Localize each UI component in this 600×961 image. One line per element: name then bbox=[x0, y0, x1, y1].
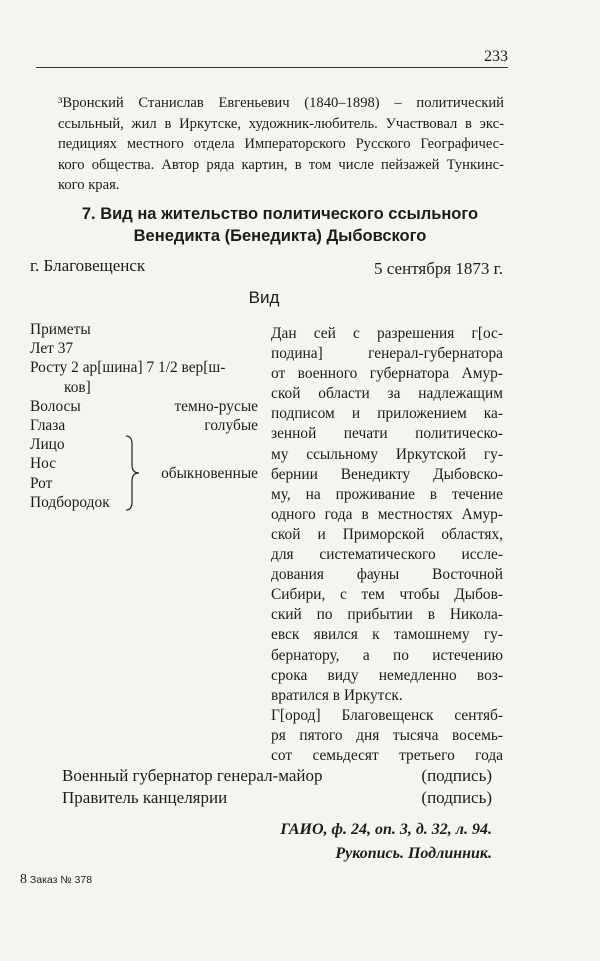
signature-mark: (подпись) bbox=[421, 788, 492, 807]
body-line: ский по прибытии в Николa- bbox=[271, 606, 503, 624]
signature-role: Военный губернатор генерал-майор bbox=[62, 766, 323, 785]
feature-hair bbox=[30, 397, 258, 416]
archive-reference: ГАИО, ф. 24, оп. 3, д. 32, л. 94. bbox=[280, 821, 492, 838]
feature-height: Росту 2 ар[шина] 7 1/2 вер[ш- bbox=[30, 359, 226, 377]
closing-line: ря пятого дня тысяча восемь- bbox=[271, 726, 503, 744]
archive-citation bbox=[280, 818, 492, 866]
face-features-group bbox=[30, 435, 258, 512]
body-line: му ссыльному Иркутской гу- bbox=[271, 445, 503, 463]
header-rule bbox=[36, 67, 508, 68]
signature-role: Правитель канцелярии bbox=[62, 788, 228, 807]
signature-block bbox=[62, 765, 492, 809]
footnote bbox=[58, 93, 504, 196]
body-line: дования фауны Восточной bbox=[271, 566, 503, 584]
signature-row bbox=[62, 765, 492, 787]
curly-brace-icon bbox=[124, 435, 142, 511]
footnote-line: педициях местного отдела Императорского Русского Географичес- bbox=[58, 136, 504, 152]
body-line: подина] генерал-губернатора bbox=[271, 345, 503, 363]
closing-line: сот семьдесят третьего года bbox=[271, 746, 503, 764]
body-line: евск явился к тамошнему гу- bbox=[271, 626, 503, 644]
face-part: Нос bbox=[30, 455, 57, 473]
feature-hair-label: Волосы bbox=[30, 397, 81, 415]
footnote-line: кого края. bbox=[58, 177, 120, 193]
document-title-line: 7. Вид на жительство политического ссыльного bbox=[81, 205, 479, 223]
printer-mark bbox=[20, 872, 92, 888]
body-line: ской и Приморской областях, bbox=[271, 525, 503, 543]
footnote-line: ссыльный, жил в Иркутске, художник-любитель. Участвовал в экс- bbox=[58, 115, 504, 132]
body-line: му, на проживание в течение bbox=[271, 485, 503, 503]
closing-line: Г[ород] Благовещенск сентяб- bbox=[271, 706, 503, 724]
face-part: Лицо bbox=[30, 436, 65, 454]
features-column bbox=[30, 320, 258, 512]
body-line: бернатору, а по истечению bbox=[271, 646, 503, 664]
features-heading: Приметы bbox=[30, 321, 91, 338]
body-line: Дан сей с разрешения г[ос- bbox=[271, 325, 503, 342]
body-line: бернии Венедикту Дыбовско- bbox=[271, 465, 503, 483]
document-place: г. Благовещенск bbox=[30, 256, 146, 275]
feature-age: Лет 37 bbox=[30, 340, 74, 358]
document-body bbox=[271, 324, 503, 766]
document-title-line: Венедикта (Бенедикта) Дыбовского bbox=[133, 227, 427, 245]
signature-row bbox=[62, 787, 492, 809]
page-number: 233 bbox=[484, 48, 508, 65]
face-part: Рот bbox=[30, 474, 53, 492]
footnote-line: кого общества. Автор ряда картин, в том числе пейзажей Тункинс- bbox=[58, 156, 504, 173]
feature-height-continued: ков] bbox=[64, 378, 91, 396]
body-line: Сибири, с тем чтобы Дыбов- bbox=[271, 586, 503, 604]
face-features-value: обыкновенные bbox=[161, 465, 258, 483]
body-line: ской области за надлежащим bbox=[271, 385, 503, 403]
body-line: для систематического иссле- bbox=[271, 546, 503, 564]
body-line: от военного губернатора Амур- bbox=[271, 365, 503, 383]
signature-mark: (подпись) bbox=[421, 766, 492, 785]
feature-hair-value: темно-русые bbox=[174, 397, 258, 415]
order-number: Заказ № 378 bbox=[29, 874, 93, 886]
feature-eyes-label: Глаза bbox=[30, 416, 66, 434]
footnote-line: ³Вронский Станислав Евгеньевич (1840–1898) – политический bbox=[58, 95, 504, 111]
feature-eyes bbox=[30, 416, 258, 435]
body-line: срока виду немедленно воз- bbox=[271, 666, 503, 684]
body-line: вратился в Иркутск. bbox=[271, 686, 403, 704]
signature-number: 8 bbox=[20, 872, 27, 887]
body-line: зенной печати политическо- bbox=[271, 425, 503, 443]
body-line: подписом и приложением ка- bbox=[271, 405, 503, 423]
source-note: Рукопись. Подлинник. bbox=[335, 845, 492, 862]
body-line: одного года в местностях Амур- bbox=[271, 505, 503, 523]
form-heading: Вид bbox=[248, 288, 280, 307]
feature-eyes-value: голубые bbox=[204, 416, 258, 434]
document-date: 5 сентября 1873 г. bbox=[374, 259, 503, 278]
document-title bbox=[40, 203, 520, 247]
face-part: Подбородок bbox=[30, 493, 110, 511]
